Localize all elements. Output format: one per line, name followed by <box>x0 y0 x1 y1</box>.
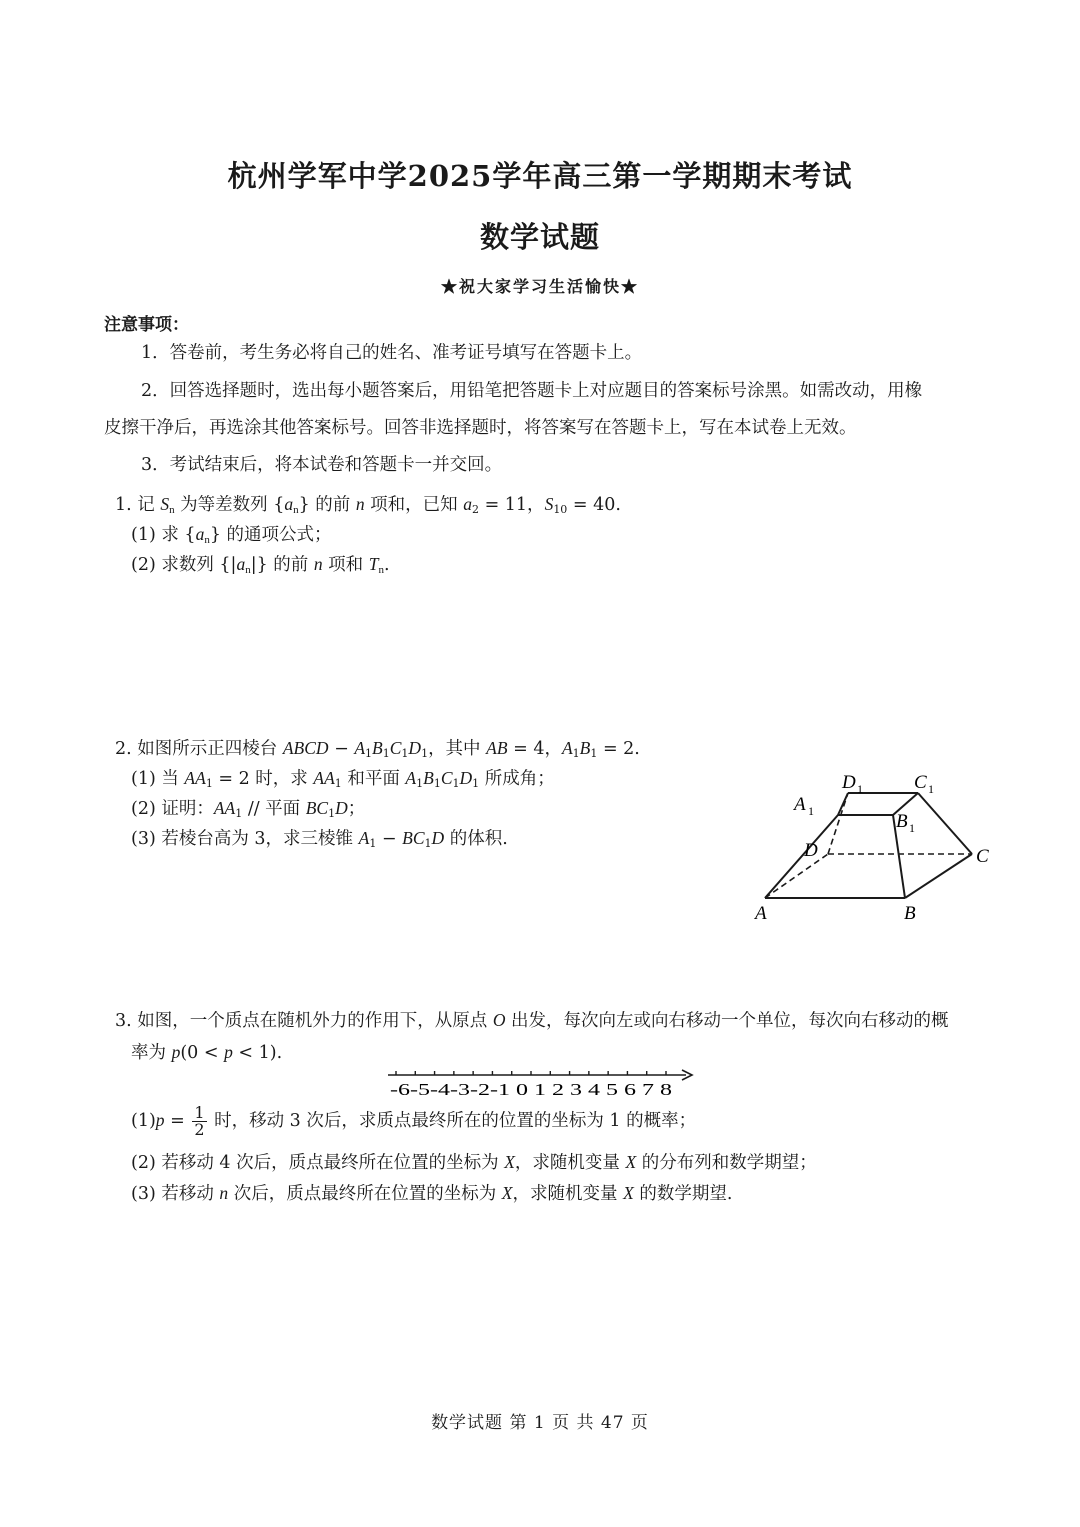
exam-subject-title: 数学试题 <box>479 220 600 254</box>
label-D: D <box>804 840 818 861</box>
page-footer: 数学试题 第 1 页 共 47 页 <box>431 1413 649 1433</box>
notes-heading: 注意事项： <box>104 315 189 335</box>
label-D1: D <box>842 772 856 793</box>
q3-part-3: (3) 若移动 n 次后，质点最终所在位置的坐标为 X，求随机变量 X 的数学期望. <box>131 1183 733 1204</box>
frustum-figure <box>750 762 1010 932</box>
exam-title: 杭州学军中学2025学年高三第一学期期末考试 <box>227 159 853 193</box>
edge-AA1 <box>765 815 838 898</box>
q2-part-1: (1) 当 $AA_1 = 2$ 时，求 $AA_1$ 和平面 $A_1B_1C_1D_1$ 所成角； <box>131 768 555 790</box>
q1-part-1: (1) 求 $\{a_n\}$ 的通项公式； <box>131 524 332 546</box>
q2-part-3: (3) 若棱台高为 3，求三棱锥 $A_1 - BC_1D$ 的体积. <box>131 828 508 850</box>
q3-part-2: (2) 若移动 4 次后，质点最终所在位置的坐标为 X，求随机变量 X 的分布列和数学期望； <box>131 1152 817 1173</box>
note-item-2-line-2: 皮擦干净后，再选涂其他答案标号。回答非选择题时，将答案写在答题卡上，写在本试卷上无效。 <box>104 418 857 438</box>
q2-stem: 2. 如图所示正四棱台 ABCD − $A_1B_1C_1D_1$，其中 AB = 4，$A_1B_1 = 2$. <box>115 738 640 760</box>
note-item-2-line-1: 2．回答选择题时，选出每小题答案后，用铅笔把答题卡上对应题目的答案标号涂黑。如需改动，用橡 <box>141 381 923 401</box>
note-item-1: 1．答卷前，考生务必将自己的姓名、准考证号填写在答题卡上。 <box>141 343 643 363</box>
q1-stem: 1. 记 $S_n$ 为等差数列 $\{a_n\}$ 的前 n 项和，已知 $a_2 = 11$，$S_{10} = 40$. <box>115 494 621 516</box>
fraction-one-half: $\frac{1}{2}$ <box>194 1103 205 1139</box>
label-C: C <box>976 846 989 867</box>
label-D1-sub: 1 <box>857 782 863 796</box>
q3-stem-line-1: 3. 如图，一个质点在随机外力的作用下，从原点 O 出发，每次向左或向右移动一个单位，每次向右移动的概 <box>115 1010 949 1031</box>
edge-AD-hidden <box>765 854 828 898</box>
edge-BC <box>905 854 972 898</box>
exam-motto: ★祝大家学习生活愉快★ <box>440 277 639 296</box>
q2-part-2: (2) 证明：$AA_1$ // 平面 $BC_1D$； <box>131 798 366 820</box>
label-B1: B <box>896 811 908 832</box>
q3-stem-line-2: 率为 p(0 < p < 1). <box>131 1042 283 1063</box>
label-B: B <box>904 903 916 924</box>
label-A1-sub: 1 <box>808 804 814 818</box>
edge-CC1 <box>918 793 972 854</box>
label-A1: A <box>794 794 806 815</box>
q3-part-1: (1)p = $\frac{1}{2}$ 时，移动 3 次后，求质点最终所在的位置的坐标为 1 的概率； <box>131 1103 697 1139</box>
label-C1: C <box>914 772 927 793</box>
number-line-labels: -6-5-4-3-2-1 0 1 2 3 4 5 6 7 8 <box>390 1080 672 1099</box>
label-B1-sub: 1 <box>909 821 915 835</box>
label-C1-sub: 1 <box>928 782 934 796</box>
note-item-3: 3．考试结束后，将本试卷和答题卡一并交回。 <box>141 455 503 475</box>
number-line-figure <box>380 1064 700 1100</box>
label-A: A <box>755 903 767 924</box>
q1-part-2: (2) 求数列 $\{|a_n|\}$ 的前 n 项和 $T_n$. <box>131 554 390 576</box>
